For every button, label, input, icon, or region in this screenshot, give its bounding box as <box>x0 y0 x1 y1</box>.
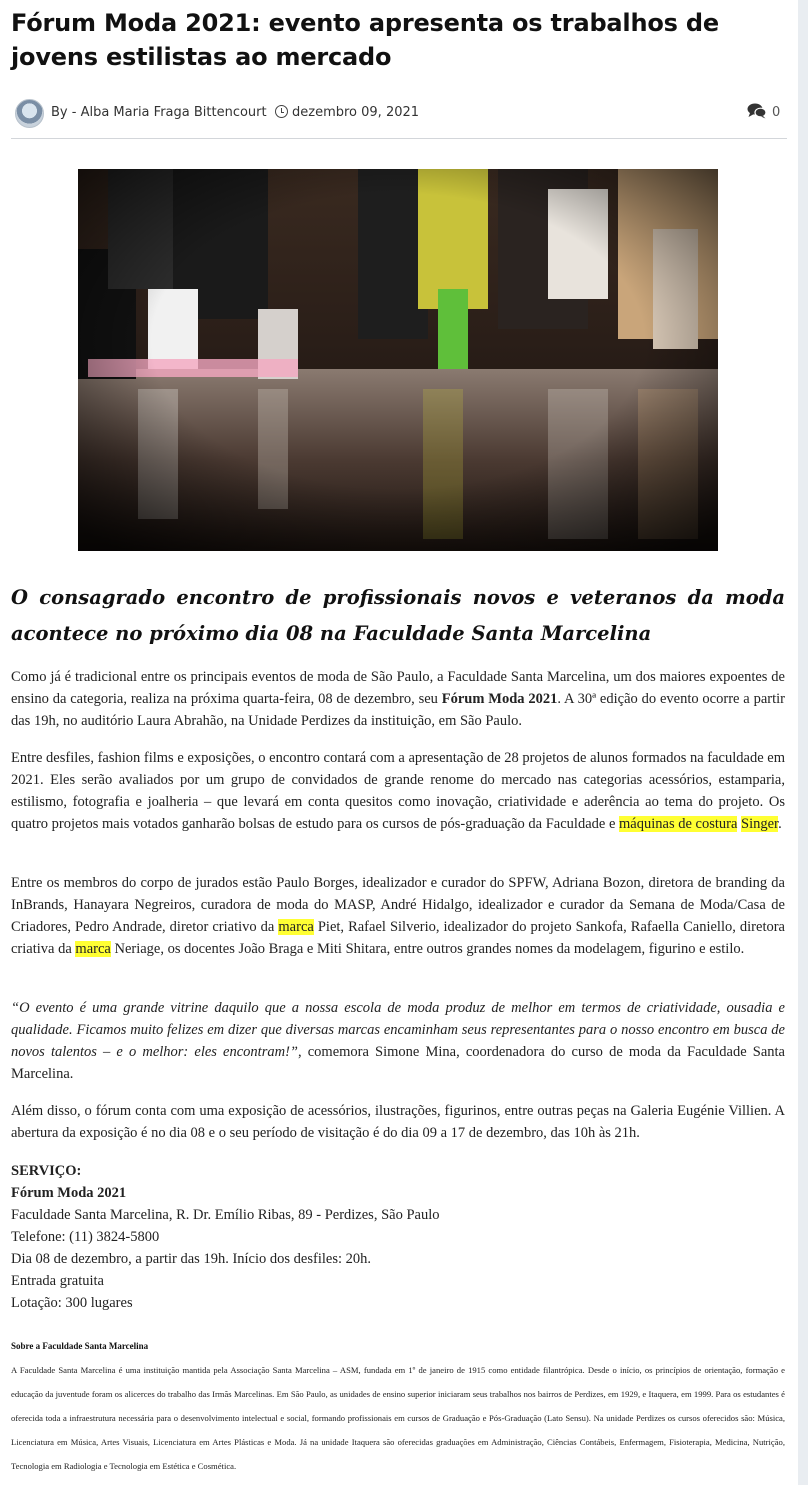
paragraph-1-text: Como já é tradicional entre os principais eventos de moda de São Paulo, a Faculdade Santa Marcelina, um dos maiores expoentes de ensino da categoria, realiza na próxima quarta-feira, 08 de dezembro, seu <box>11 669 785 707</box>
paragraph-2-text-end: . <box>778 816 782 832</box>
highlight-link-sewing-machines[interactable]: máquinas de costura <box>619 816 738 832</box>
meta-divider <box>11 138 787 139</box>
paragraph-2 <box>11 747 785 835</box>
service-address: Faculdade Santa Marcelina, R. Dr. Emílio Ribas, 89 - Perdizes, São Paulo <box>11 1207 440 1223</box>
author-link[interactable]: By - Alba Maria Fraga Bittencourt <box>51 105 267 120</box>
about-text: A Faculdade Santa Marcelina é uma instituição mantida pela Associação Santa Marcelina – ASM, fundada em 1º de janeiro de 1915 como entidade filantrópica. Desde o início, os princípios de orientação, formação e educação da juventude foram os alicerces do trabalho das Irmãs Marcelinas. Em São Paulo, as unidades de ensino superior iniciaram seus trabalhos nos bairros de Perdizes, em 1929, e Itaquera, em 1999. Para os estudantes é oferecida toda a infraestrutura necessária para o desenvolvimento intelectual e social, formando profissionais em cursos de Graduação e Pós-Graduação (Lato Sensu). Na unidade Perdizes os cursos oferecidos são: Música, Licenciatura em Música, Artes Visuais, Licenciatura em Artes Plásticas e Moda. Já na unidade Itaquera são oferecidas graduações em Administração, Ciências Contábeis, Enfermagem, Fisioterapia, Medicina, Nutrição, Tecnologia em Radiologia e Tecnologia em Estética e Cosmética. <box>11 1365 785 1471</box>
author-avatar[interactable] <box>15 99 44 128</box>
service-entry: Entrada gratuita <box>11 1273 104 1289</box>
highlight-link-marca-2[interactable]: marca <box>75 941 111 957</box>
service-schedule: Dia 08 de dezembro, a partir das 19h. Início dos desfiles: 20h. <box>11 1251 371 1267</box>
hero-image-runway <box>78 169 718 551</box>
paragraph-3 <box>11 872 785 960</box>
service-capacity: Lotação: 300 lugares <box>11 1295 133 1311</box>
article-title: Fórum Moda 2021: evento apresenta os trabalhos de jovens estilistas ao mercado <box>11 9 719 71</box>
paragraph-1-text-end: . A 30ª edição do evento ocorre a partir das 19h, no auditório Laura Abrahão, na Unidade Perdizes da instituição, em São Paulo. <box>11 691 785 729</box>
event-name-bold: Fórum Moda 2021 <box>441 691 558 707</box>
service-block <box>11 1160 785 1314</box>
publish-date: dezembro 09, 2021 <box>292 105 420 120</box>
service-event: Fórum Moda 2021 <box>11 1185 127 1201</box>
paragraph-3-text-end: Neriage, os docentes João Braga e Miti Shitara, entre outros grandes nomes da modelagem, figurino e estilo. <box>110 941 745 957</box>
paragraph-5: Além disso, o fórum conta com uma exposição de acessórios, ilustrações, figurinos, entre outras peças na Galeria Eugénie Villien. A abertura da exposição é no dia 08 e o seu período de visitação é do dia 09 a 17 de dezembro, das 10h às 21h. <box>11 1103 785 1141</box>
paragraph-1 <box>11 666 785 732</box>
quote-attribution: , comemora Simone Mina, coordenadora do curso de moda da Faculdade Santa Marcelina. <box>11 1044 785 1082</box>
page-right-gutter <box>798 0 808 1485</box>
paragraph-4 <box>11 997 785 1085</box>
paragraph-3-text: Entre os membros do corpo de jurados estão Paulo Borges, idealizador e curador do SPFW, Adriana Bozon, diretora de branding da InBrands, Hanayara Negreiros, curadora de moda do MASP, André Hidalgo, idealizador e curador da Semana de Moda/Casa de Criadores, Pedro Andrade, diretor criativo da <box>11 875 785 935</box>
service-phone: Telefone: (11) 3824-5800 <box>11 1229 160 1245</box>
comment-count[interactable]: 0 <box>772 105 781 120</box>
clock-icon <box>275 105 288 118</box>
service-heading: SERVIÇO: <box>11 1163 82 1179</box>
highlight-link-singer[interactable]: Singer <box>741 816 779 832</box>
comments-icon[interactable] <box>747 103 767 119</box>
highlight-link-marca-1[interactable]: marca <box>278 919 314 935</box>
quote-text: “O evento é uma grande vitrine daquilo que a nossa escola de moda produz de melhor em termos de criatividade, ousadia e qualidade. Ficamos muito felizes em dizer que diversas marcas encaminham seus representantes para o nosso encontro em busca de novos talentos – e o melhor: eles encontram!” <box>11 1000 785 1060</box>
article-meta <box>11 97 787 129</box>
about-title: Sobre a Faculdade Santa Marcelina <box>11 1341 149 1351</box>
article-lead: O consagrado encontro de profissionais novos e veteranos da moda acontece no próximo dia 08 na Faculdade Santa Marcelina <box>11 586 785 645</box>
paragraph-2-text: Entre desfiles, fashion films e exposições, o encontro contará com a apresentação de 28 projetos de alunos formados na faculdade em 2021. Eles serão avaliados por um grupo de convidados de grande renome do mercado nas categorias acessórios, estamparia, estilismo, fotografia e joalheria – que levará em conta quesitos como inovação, criatividade e aderência ao tema do projeto. Os quatro projetos mais votados ganharão bolsas de estudo para os cursos de pós-graduação da Faculdade e <box>11 750 785 832</box>
paragraph-3-text-mid: Piet, Rafael Silverio, idealizador do projeto Sankofa, Rafaella Caniello, diretora criativa da <box>11 919 785 957</box>
